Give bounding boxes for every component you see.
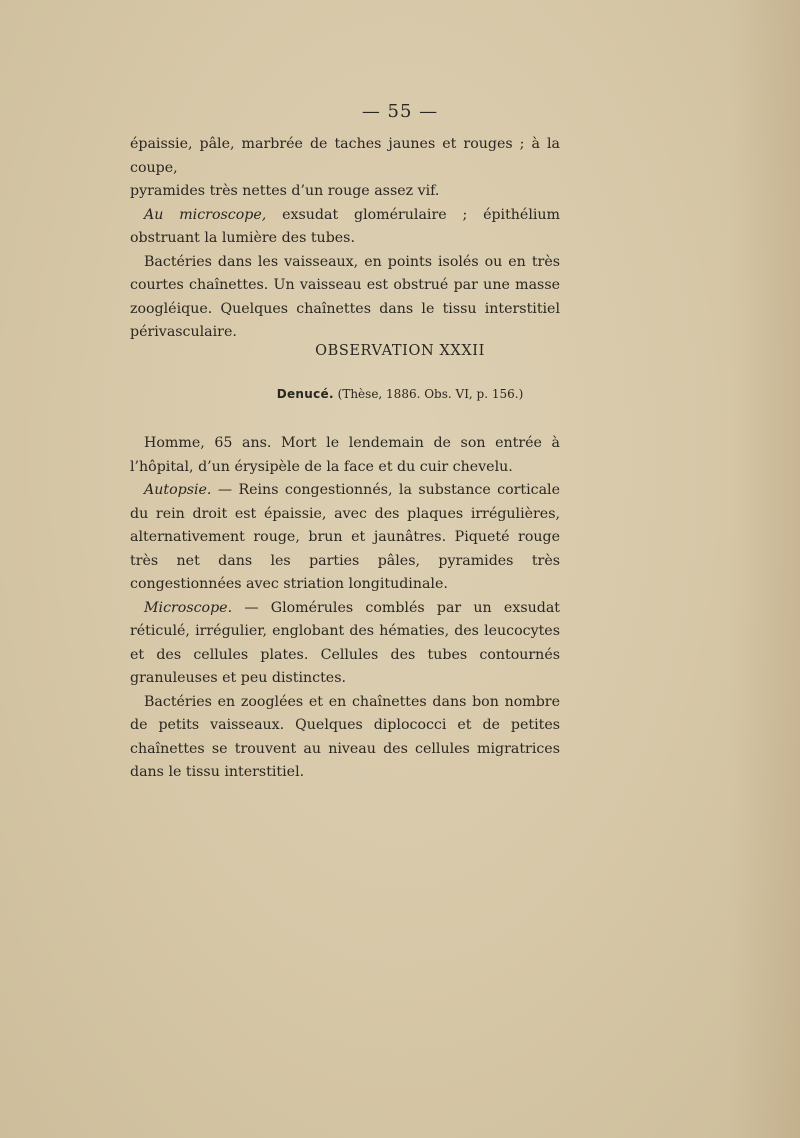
paragraph-text: exsudat glomérulaire ; épithélium obstruant la lumière des tubes. xyxy=(130,206,560,246)
paragraph-bacteria-2: Bactéries en zooglées et en chaînettes dans bon nombre de petits vaisseaux. Quelques diplococci et de petites chaînettes se trouvent au niveau des cellules migratrices dans le tissu interstitiel. xyxy=(130,693,560,780)
observation-title: OBSERVATION XXXII xyxy=(315,343,485,359)
text-block-top xyxy=(130,133,560,345)
page-edge-shade xyxy=(730,0,800,1138)
paragraph-autopsy xyxy=(130,479,560,597)
paragraph-bacteria: Bactéries dans les vaisseaux, en points isolés ou en très courtes chaînettes. Un vaisseau est obstrué par une masse zoogléique. Quelques chaînettes dans le tissu interstitiel périvasculaire. xyxy=(130,253,560,340)
paragraph-line: pyramides très nettes d’un rouge assez vif. xyxy=(130,183,440,199)
observation-reference xyxy=(0,387,800,401)
paragraph-microscope xyxy=(130,204,560,251)
text-block-observation xyxy=(130,432,560,785)
italic-lead: Microscope. xyxy=(144,599,233,616)
paragraph-text: — Reins congestionnés, la substance corticale du rein droit est épaissie, avec des plaques irrégulières, alternativement rouge, brun et jaunâtres. Piqueté rouge très net dans les parties pâles, pyramides très congestionnées avec striation longitudinale. xyxy=(130,482,560,592)
paragraph-patient: Homme, 65 ans. Mort le lendemain de son entrée à l’hôpital, d’un érysipèle de la face et du cuir chevelu. xyxy=(130,435,560,475)
page-number: — 55 — xyxy=(361,101,439,122)
paragraph-text: — Glomérules comblés par un exsudat réticulé, irrégulier, englobant des hématies, des leucocytes et des cellules plates. Cellules des tubes contournés granuleuses et peu distinctes. xyxy=(130,599,560,686)
italic-lead: Autopsie. xyxy=(144,482,212,498)
citation: (Thèse, 1886. Obs. VI, p. 156.) xyxy=(333,387,524,401)
paragraph-line: épaissie, pâle, marbrée de taches jaunes et rouges ; à la coupe, xyxy=(130,136,560,176)
paragraph-microscope-2 xyxy=(130,597,560,691)
paragraph-continued xyxy=(130,133,560,204)
author-name: Denucé. xyxy=(276,387,334,401)
italic-lead: Au microscope, xyxy=(144,206,267,223)
